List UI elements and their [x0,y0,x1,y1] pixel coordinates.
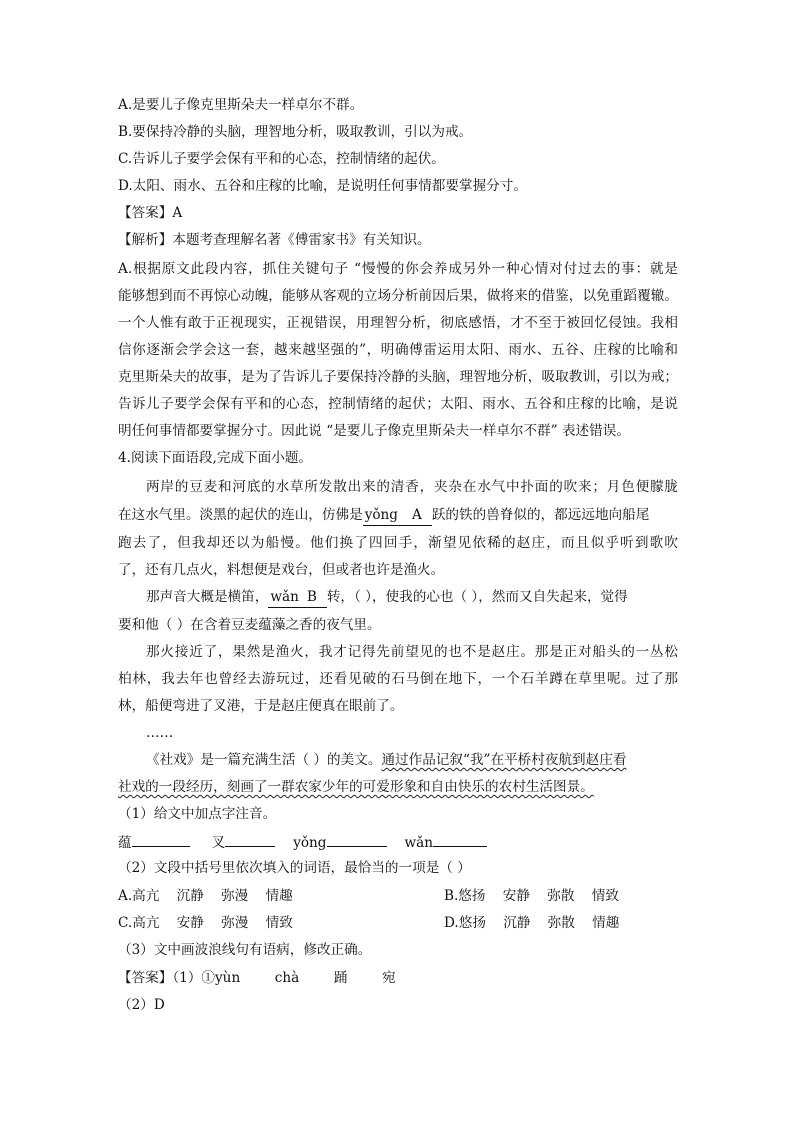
ellipsis: …… [146,725,174,741]
choice-d: D.悠扬 沉静 弥散 情趣 [444,915,620,931]
answers-label: 【答案】 [118,970,173,986]
analysis-line: A.根据原文此段内容，抓住关键句子 “慢慢的你会养成另外一种心情对付过去的事：就是 [118,261,678,277]
answers-line: （2）D [118,997,165,1013]
answer-line: 【答案】A [118,205,183,221]
passage-line: 那火接近了，果然是渔火，我才记得先前望见的也不是赵庄。那是正对船头的一丛松 [146,644,678,660]
wavy-underline-sentence: 通过作品记叙“我”在平桥村夜航到赵庄看 [381,752,627,768]
blank-marker-a: A [412,507,422,523]
analysis-line: 明任何事情都要掌握分寸。因此说 “是要儿子像克里斯朵夫一样卓尔不群” 表述错误。 [118,423,630,439]
analysis-line: 一个人惟有敢于正视现实，正视错误，用理智分析，彻底感悟，才不至于被回忆侵蚀。我相 [118,315,678,331]
sub-question-2: （2）文段中括号里依次填入的词语，最恰当的一项是（ ） [118,860,471,876]
passage-line: 《社戏》是一篇充满生活（ ）的美文。通过作品记叙“我”在平桥村夜航到赵庄看 [146,752,627,768]
choice-a: A.高亢 沉静 弥漫 情趣 [118,888,293,904]
sub-question-1: （1）给文中加点字注音。 [118,806,277,822]
sub-question-3: （3）文中画波浪线句有语病，修改正确。 [118,942,372,958]
option-b: B.要保持冷静的头脑，理智地分析，吸取教训，引以为戒。 [118,124,473,140]
passage-line: 那声音大概是横笛， wǎn B 转，（ ），使我的心也（ ），然而又自失起来，觉得 [146,587,628,608]
answer-blank[interactable] [132,832,190,847]
pinyin-yong: yǒng [364,507,399,523]
analysis-line: 告诉儿子要学会保有平和的心态，控制情绪的起伏；太阳、雨水、五谷和庄稼的比喻，是说 [118,396,678,412]
analysis-line: 能够想到而不再惊心动魄，能够从客观的立场分析前因后果，做将来的借鉴，以免重蹈覆辙。 [118,288,678,304]
passage-line: 要和他（ ）在含着豆麦蕴藻之香的夜气里。 [118,617,381,633]
choice-b: B.悠扬 安静 弥散 情致 [444,888,619,904]
answer-blank[interactable] [327,832,387,847]
passage-line [118,777,594,797]
analysis-line: 信你逐渐会学会这一套，越来越坚强的”，明确傅雷运用太阳、雨水、五谷、庄稼的比喻和 [118,342,678,358]
answer-blank[interactable] [225,832,275,847]
option-a: A.是要儿子像克里斯朵夫一样卓尔不群。 [118,97,364,113]
option-c: C.告诉儿子要学会保有平和的心态，控制情绪的起伏。 [118,151,445,167]
passage-line: 林，船便弯进了叉港，于是赵庄便真在眼前了。 [118,698,404,714]
question-4-header: 4.阅读下面语段,完成下面小题。 [118,450,313,466]
option-d: D.太阳、雨水、五谷和庄稼的比喻，是说明任何事情都要掌握分寸。 [118,178,527,194]
answer-blank[interactable] [433,832,487,847]
choice-row [118,913,293,933]
pinyin-wan: wǎn [270,589,299,605]
answers-line: 【答案】（1）①yùn chà 踊 宛 [118,970,396,986]
passage-line: 了，还有几点火，料想便是戏台，但或者也许是渔火。 [118,562,445,578]
pinyin-blanks: 蕴 叉 yǒng wǎn [118,832,487,853]
passage-line: 跑去了，但我却还以为船慢。他们换了四回手，渐望见依稀的赵庄，而且似乎听到歌吹 [118,535,678,551]
choice-c: C.高亢 安静 弥漫 情致 [118,915,293,931]
passage-line: 柏林，我去年也曾经去游玩过，还看见破的石马倒在地下，一个石羊蹲在草里呢。过了那 [118,671,678,687]
analysis-line: 克里斯朵夫的故事，是为了告诉儿子要保持冷静的头脑，理智地分析，吸取教训，引以为戒； [118,369,678,385]
choice-row [118,886,293,906]
passage-line: 在这水气里。淡黑的起伏的连山，仿佛是 yǒng A 跃的铁的兽脊似的，都远远地向船尾 [118,505,649,526]
passage-line: 两岸的豆麦和河底的水草所发散出来的清香，夹杂在水气中扑面的吹来；月色便朦胧 [146,479,678,495]
wavy-underline-sentence: 社戏的一段经历，刻画了一群农家少年的可爱形象和自由快乐的农村生活图景。 [118,779,594,795]
analysis-intro: 【解析】本题考查理解名著《傅雷家书》有关知识。 [118,232,431,248]
blank-marker-b: B [306,589,317,605]
